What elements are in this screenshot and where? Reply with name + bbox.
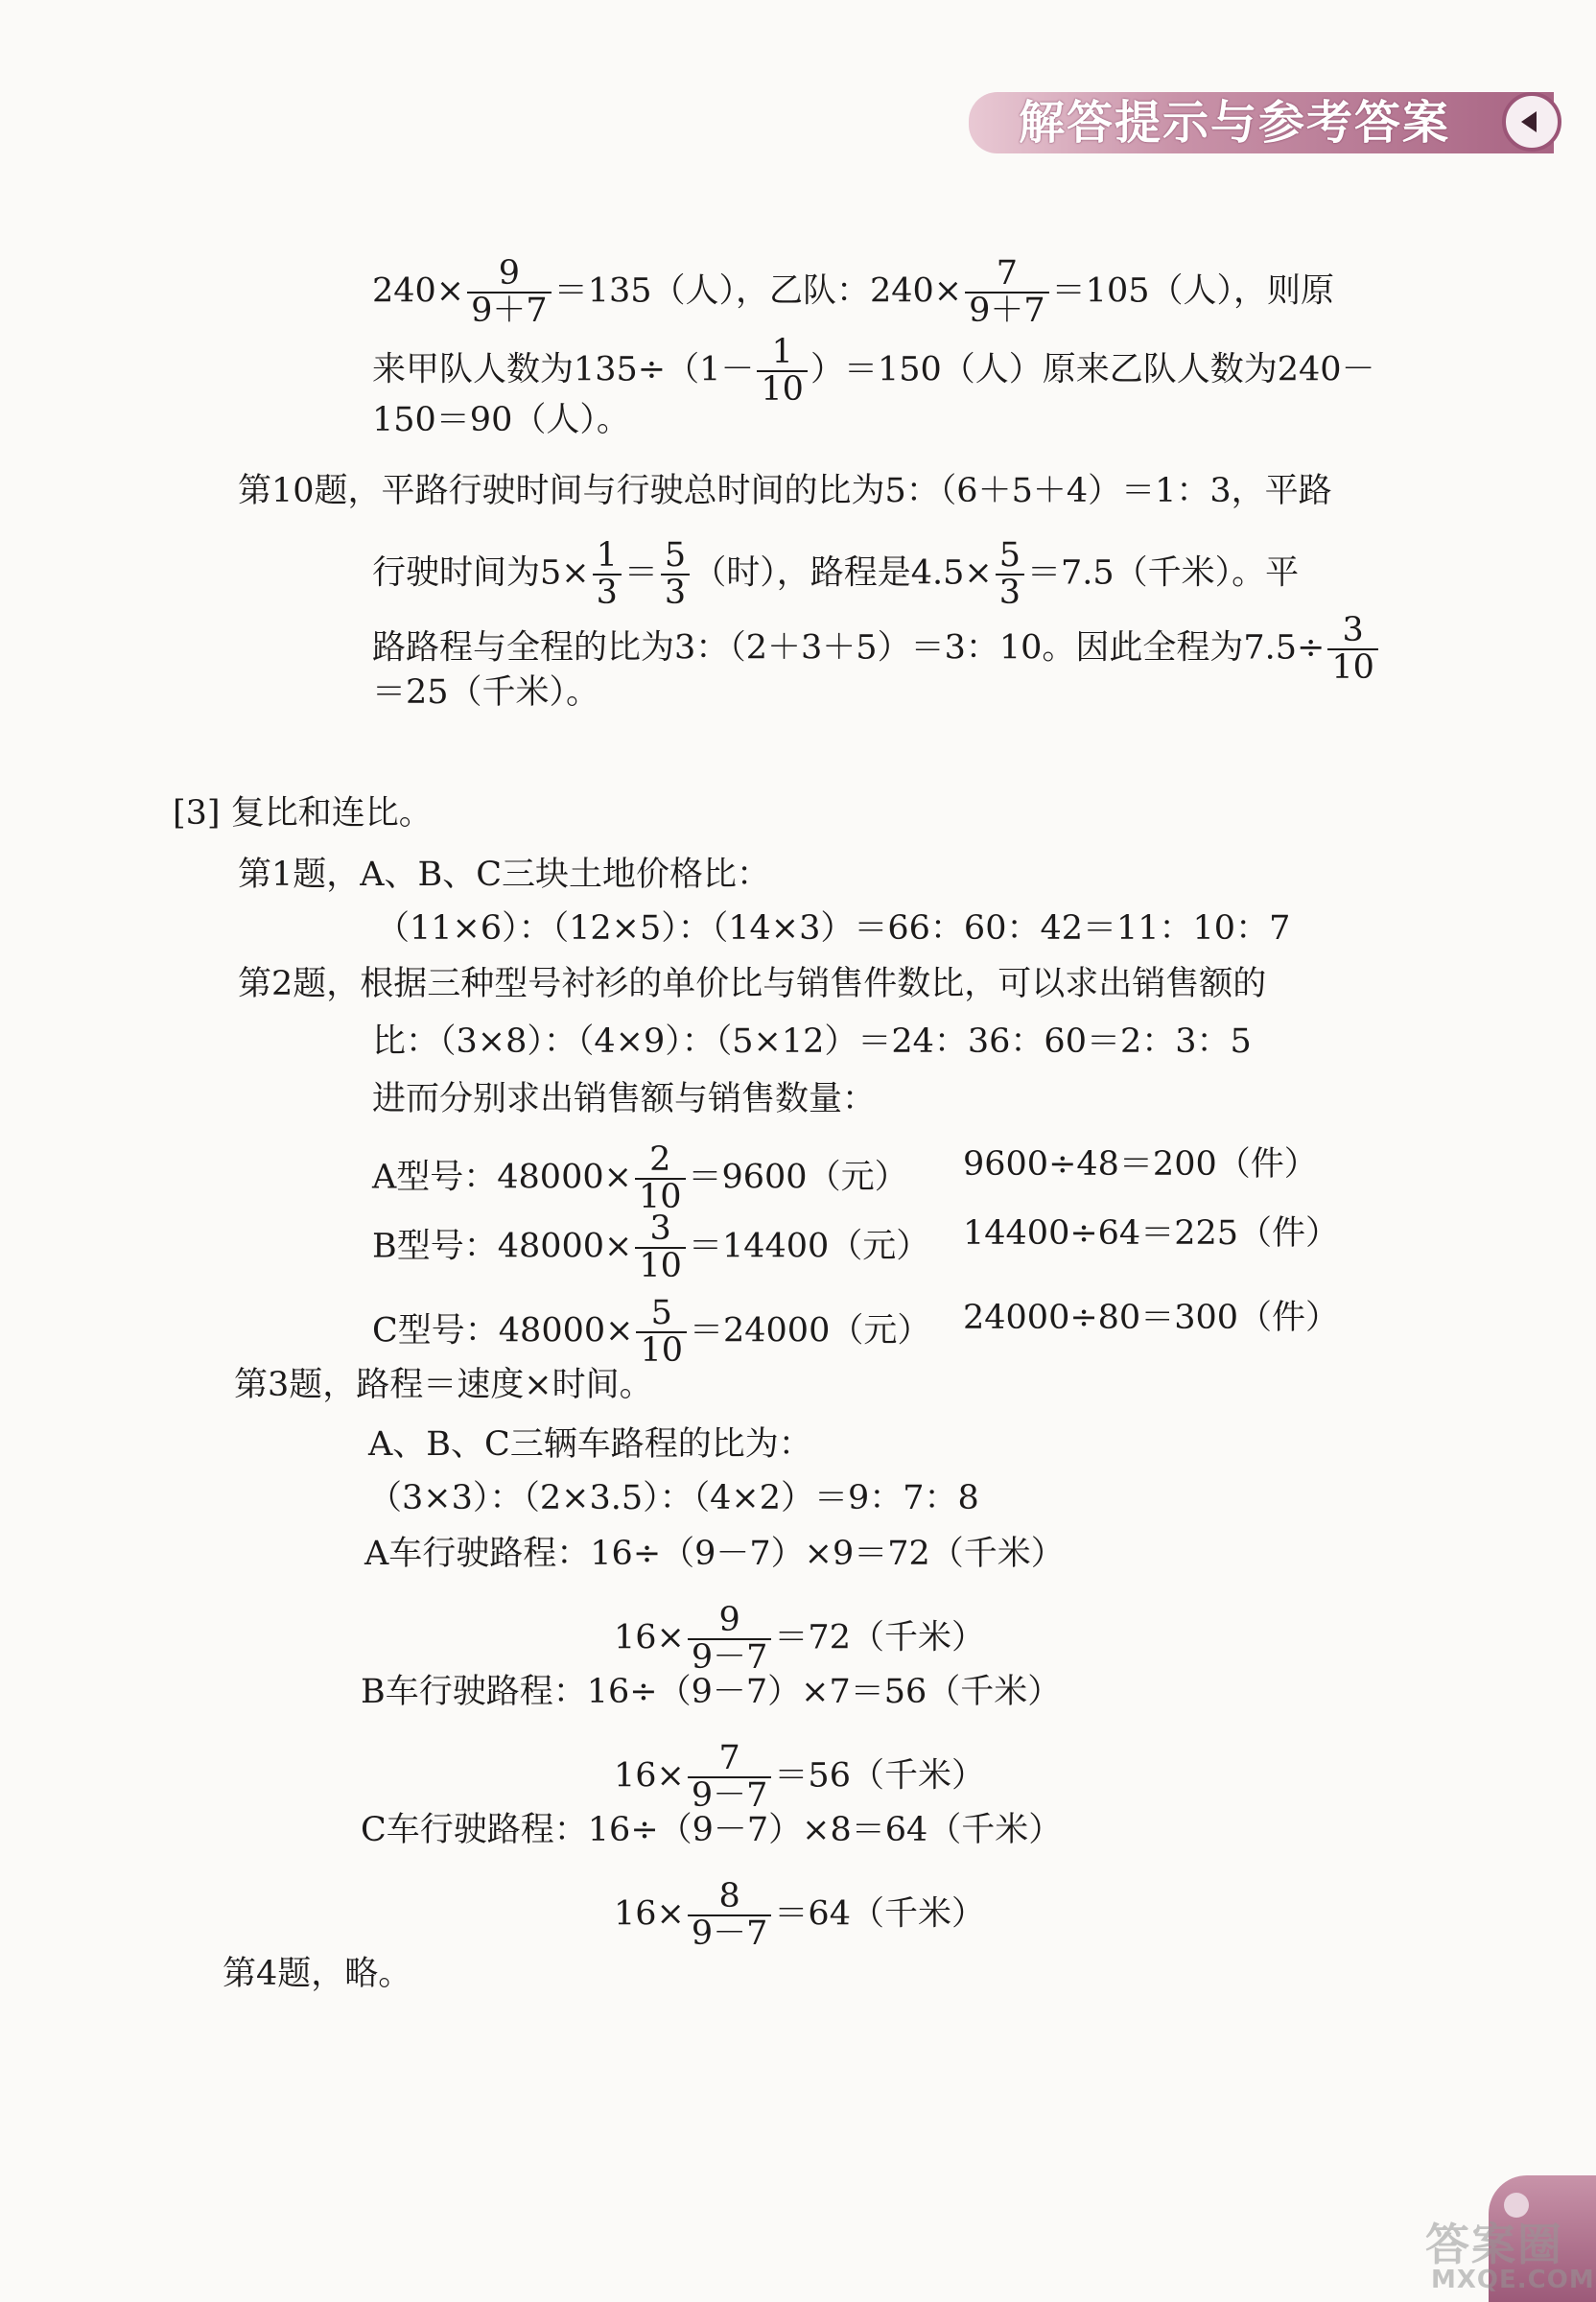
q3-car-c: C车行驶路程：16÷（9－7）×8＝64（千米） bbox=[361, 1811, 1063, 1849]
fraction: $\frac{7}{9+7}$ bbox=[965, 257, 1049, 328]
fraction: $\frac{8}{9-7}$ bbox=[688, 1880, 772, 1951]
section-3-title: [3] 复比和连比。 bbox=[173, 794, 433, 833]
fraction: $\frac{5}{10}$ bbox=[636, 1297, 687, 1368]
fraction: $\frac{1}{10}$ bbox=[757, 336, 808, 407]
q1-line-2: （11×6）：（12×5）：（14×3）＝66：60：42＝11：10：7 bbox=[376, 909, 1291, 948]
q10-line-1: 第10题，平路行驶时间与行驶总时间的比为5：（6＋5＋4）＝1：3，平路 bbox=[238, 472, 1332, 510]
q10-line-2: 行驶时间为5× $\frac{1}{3}$ ＝ $\frac{5}{3}$ （时），路程是4.5× $\frac{5}{3}$ ＝7.5（千米）。平 bbox=[372, 536, 1300, 612]
line-1: 240× $\frac{9}{9+7}$ ＝135（人），乙队：240× $\frac{7}{9+7}$ ＝105（人），则原 bbox=[372, 254, 1334, 330]
q2-model-a: A型号：48000× $\frac{2}{10}$ ＝9600（元） bbox=[372, 1140, 908, 1216]
q2-model-b: B型号：48000× $\frac{3}{10}$ ＝14400（元） bbox=[372, 1210, 930, 1285]
q2-model-b-count: 14400÷64＝225（件） bbox=[963, 1214, 1340, 1253]
fraction: $\frac{5}{3}$ bbox=[661, 539, 690, 610]
q3-car-b-alt: 16× $\frac{7}{9-7}$ ＝56（千米） bbox=[614, 1739, 985, 1815]
q4-line: 第4题，略。 bbox=[223, 1955, 412, 1993]
header-title: 解答提示与参考答案 bbox=[1019, 96, 1451, 150]
fraction: $\frac{1}{3}$ bbox=[593, 539, 622, 610]
fraction: $\frac{7}{9-7}$ bbox=[688, 1742, 772, 1813]
q2-model-c: C型号：48000× $\frac{5}{10}$ ＝24000（元） bbox=[372, 1294, 931, 1370]
q3-line-1: 第3题，路程＝速度×时间。 bbox=[234, 1366, 653, 1404]
fraction: $\frac{3}{10}$ bbox=[635, 1212, 686, 1283]
q3-car-b: B车行驶路程：16÷（9－7）×7＝56（千米） bbox=[361, 1673, 1062, 1711]
q2-line-3: 进而分别求出销售额与销售数量： bbox=[372, 1080, 877, 1118]
line-2: 来甲队人数为135÷（1－ $\frac{1}{10}$ ）＝150（人）原来乙队人数为240－ bbox=[372, 333, 1375, 409]
q3-car-a: A车行驶路程：16÷（9－7）×9＝72（千米） bbox=[364, 1535, 1065, 1573]
q10-line-4: ＝25（千米）。 bbox=[372, 673, 600, 712]
fraction: $\frac{2}{10}$ bbox=[635, 1143, 686, 1214]
q3-car-c-alt: 16× $\frac{8}{9-7}$ ＝64（千米） bbox=[614, 1877, 985, 1953]
fraction: $\frac{9}{9+7}$ bbox=[467, 257, 552, 328]
back-arrow-icon[interactable] bbox=[1502, 92, 1561, 152]
q3-line-2: A、B、C三辆车路程的比为： bbox=[368, 1425, 812, 1464]
q10-line-3: 路路程与全程的比为3：（2＋3＋5）＝3：10。因此全程为7.5÷ $\frac{3}{10}$ bbox=[372, 614, 1381, 685]
fraction: $\frac{3}{10}$ bbox=[1327, 614, 1378, 685]
q2-model-c-count: 24000÷80＝300（件） bbox=[963, 1299, 1340, 1337]
watermark-logo: 答案圈 MXQE.COM bbox=[1425, 2219, 1595, 2294]
line-3: 150＝90（人）。 bbox=[372, 401, 630, 439]
fraction: $\frac{5}{3}$ bbox=[996, 539, 1024, 610]
q3-car-a-alt: 16× $\frac{9}{9-7}$ ＝72（千米） bbox=[614, 1601, 985, 1677]
q3-line-3: （3×3）：（2×3.5）：（4×2）＝9：7：8 bbox=[368, 1479, 979, 1517]
q2-line-2: 比：（3×8）：（4×9）：（5×12）＝24：36：60＝2：3：5 bbox=[372, 1022, 1252, 1061]
q1-line-1: 第1题，A、B、C三块土地价格比： bbox=[238, 856, 771, 894]
fraction: $\frac{9}{9-7}$ bbox=[688, 1604, 772, 1675]
q2-model-a-count: 9600÷48＝200（件） bbox=[963, 1145, 1318, 1184]
q2-line-1: 第2题，根据三种型号衬衫的单价比与销售件数比，可以求出销售额的 bbox=[238, 965, 1267, 1003]
